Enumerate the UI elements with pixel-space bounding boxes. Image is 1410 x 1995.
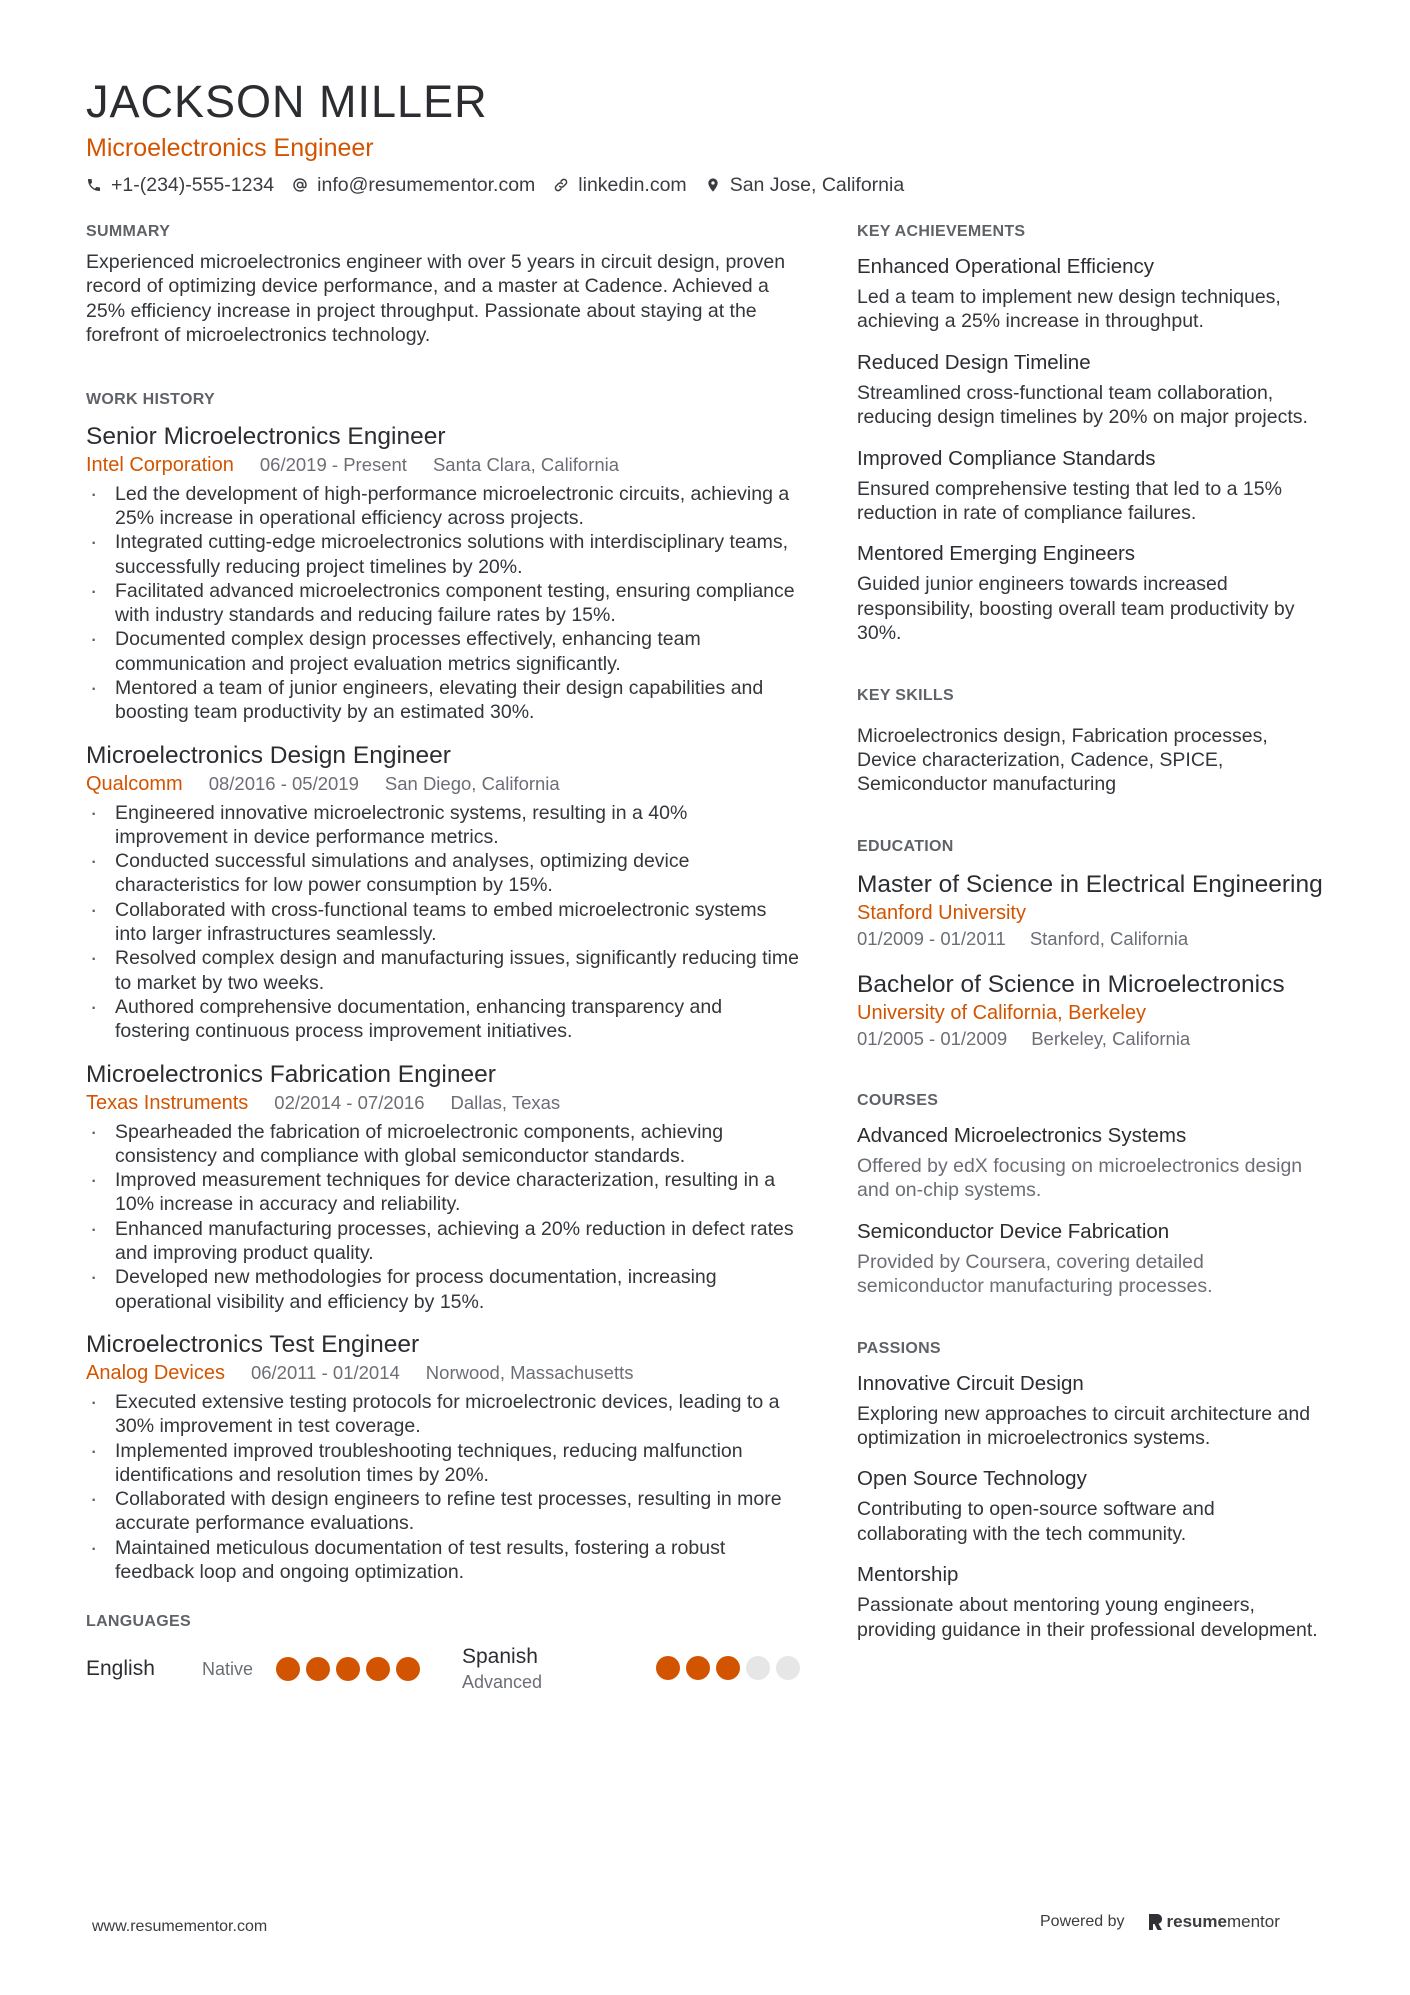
phone-icon xyxy=(86,177,102,193)
language-rating xyxy=(276,1657,420,1681)
contact-location xyxy=(705,170,905,200)
job-bullets xyxy=(86,1390,800,1584)
phone-text: +1-(234)-555-1234 xyxy=(111,174,275,196)
language-text xyxy=(462,1644,542,1694)
passions-heading: PASSIONS xyxy=(857,1339,941,1357)
skills-section xyxy=(857,686,1327,797)
job-company: Texas Instruments xyxy=(86,1091,249,1114)
job-dates: 08/2016 - 05/2019 xyxy=(208,772,359,794)
brand-rest: mentor xyxy=(1226,1912,1280,1931)
job-company: Intel Corporation xyxy=(86,453,234,476)
work-history-section xyxy=(86,390,800,1585)
contact-phone[interactable] xyxy=(86,170,274,200)
bullet-item: · Conducted successful simulations and analyses, optimizing device characteristics for low power consumption by 15%. xyxy=(86,849,800,898)
achievement-title: Enhanced Operational Efficiency xyxy=(857,255,1155,278)
job-location: Norwood, Massachusetts xyxy=(425,1361,634,1383)
bullet-item: · Maintained meticulous documentation of test results, fostering a robust feedback loop and ongoing optimization. xyxy=(86,1536,800,1585)
rating-dot-filled xyxy=(336,1657,360,1681)
bullet-item: · Improved measurement techniques for device characterization, resulting in a 10% increase in accuracy and reliability. xyxy=(86,1168,800,1217)
skills-heading: KEY SKILLS xyxy=(857,686,954,704)
candidate-role: Microelectronics Engineer xyxy=(86,134,374,162)
bullet-item: · Documented complex design processes effectively, enhancing team communication and project evaluation metrics significantly. xyxy=(86,627,800,676)
footer-website[interactable]: www.resumementor.com xyxy=(92,1918,268,1935)
course-item xyxy=(857,1219,1327,1299)
job-dates: 06/2019 - Present xyxy=(259,453,407,475)
email-text: info@resumementor.com xyxy=(317,174,536,196)
language-level: Native xyxy=(202,1659,254,1680)
rating-dot-filled xyxy=(686,1656,710,1680)
achievement-item xyxy=(857,350,1327,430)
languages-section xyxy=(86,1612,800,1694)
education-dates: 01/2005 - 01/2009 xyxy=(857,1027,1008,1049)
achievement-list xyxy=(857,254,1327,646)
education-list xyxy=(857,869,1327,1051)
summary-text: Experienced microelectronics engineer with over 5 years in circuit design, proven record of optimizing device performance, and a master at Cadence. Achieved a 25% efficiency increase in project throughput. Passionate about staying at the forefront of microelectronics technology. xyxy=(86,251,786,347)
course-desc: Provided by Coursera, covering detailed semiconductor manufacturing processes. xyxy=(857,1250,1213,1298)
work-history-heading: WORK HISTORY xyxy=(86,390,215,408)
language-level: Advanced xyxy=(462,1672,543,1693)
language-name: English xyxy=(86,1657,155,1681)
job-bullets xyxy=(86,482,800,725)
rating-dot-filled xyxy=(366,1657,390,1681)
job-title: Microelectronics Test Engineer xyxy=(86,1330,420,1358)
language-rating xyxy=(656,1656,800,1680)
achievement-desc: Led a team to implement new design techniques, achieving a 25% increase in throughput. xyxy=(857,286,1281,333)
achievements-heading: KEY ACHIEVEMENTS xyxy=(857,223,1026,240)
achievements-section xyxy=(857,222,1327,646)
rating-dot-filled xyxy=(656,1656,680,1680)
powered-by-text: Powered by xyxy=(1040,1913,1125,1930)
courses-section xyxy=(857,1091,1327,1299)
school-name: University of California, Berkeley xyxy=(857,1001,1146,1024)
language-spanish xyxy=(462,1644,800,1694)
education-location: Stanford, California xyxy=(1029,927,1189,949)
rating-dot-filled xyxy=(276,1657,300,1681)
contact-email[interactable] xyxy=(292,170,535,200)
passion-item xyxy=(857,1466,1327,1546)
summary-section xyxy=(86,222,800,348)
passion-desc: Contributing to open-source software and collaborating with the tech community. xyxy=(857,1498,1215,1545)
rating-dot-empty xyxy=(746,1656,770,1680)
language-list xyxy=(86,1644,800,1694)
bullet-item: · Collaborated with design engineers to refine test processes, resulting in more accurate performance evaluations. xyxy=(86,1487,800,1536)
bullet-item: · Resolved complex design and manufacturing issues, significantly reducing time to market by two weeks. xyxy=(86,946,800,995)
summary-heading: SUMMARY xyxy=(86,223,171,240)
rating-dot-filled xyxy=(396,1657,420,1681)
passions-section xyxy=(857,1339,1327,1642)
job-meta xyxy=(86,771,800,797)
education-dates: 01/2009 - 01/2011 xyxy=(857,927,1006,949)
bullet-item: · Mentored a team of junior engineers, elevating their design capabilities and boosting team productivity by an estimated 30%. xyxy=(86,676,800,725)
bullet-item: · Developed new methodologies for process documentation, increasing operational visibility and efficiency by 15%. xyxy=(86,1265,800,1314)
bullet-item: · Enhanced manufacturing processes, achieving a 20% reduction in defect rates and improving product quality. xyxy=(86,1217,800,1266)
education-meta xyxy=(857,1027,1327,1051)
education-heading: EDUCATION xyxy=(857,837,954,855)
job-location: Dallas, Texas xyxy=(450,1091,561,1113)
bullet-item: · Led the development of high-performance microelectronic circuits, achieving a 25% increase in operational efficiency across projects. xyxy=(86,482,800,531)
passion-desc: Exploring new approaches to circuit architecture and optimization in microelectronics systems. xyxy=(857,1402,1311,1449)
achievement-desc: Guided junior engineers towards increased responsibility, boosting overall team productivity by 30%. xyxy=(857,573,1295,645)
achievement-title: Improved Compliance Standards xyxy=(857,446,1156,470)
job-dates: 02/2014 - 07/2016 xyxy=(274,1091,425,1113)
achievement-title: Reduced Design Timeline xyxy=(857,350,1091,374)
job-title: Microelectronics Fabrication Engineer xyxy=(86,1060,496,1088)
link-icon xyxy=(553,177,569,193)
brand-bold: resume xyxy=(1166,1912,1227,1931)
course-list xyxy=(857,1123,1327,1299)
rating-dot-filled xyxy=(716,1656,740,1680)
education-item xyxy=(857,969,1327,1051)
education-meta xyxy=(857,927,1327,951)
school-name: Stanford University xyxy=(857,901,1026,924)
passion-desc: Passionate about mentoring young engineers, providing guidance in their professional development. xyxy=(857,1594,1318,1641)
job-list xyxy=(86,422,800,1585)
brand-logo[interactable] xyxy=(1147,1912,1280,1932)
linkedin-text: linkedin.com xyxy=(578,174,687,196)
footer-branding xyxy=(1040,1912,1280,1932)
rating-dot-empty xyxy=(776,1656,800,1680)
bullet-item: · Executed extensive testing protocols for microelectronic devices, leading to a 30% improvement in test coverage. xyxy=(86,1390,800,1439)
bullet-item: · Collaborated with cross-functional teams to embed microelectronic systems into larger infrastructures seamlessly. xyxy=(86,898,800,947)
course-item xyxy=(857,1123,1327,1203)
rating-dot-filled xyxy=(306,1657,330,1681)
achievement-desc: Streamlined cross-functional team collaboration, reducing design timelines by 20% on major projects. xyxy=(857,381,1308,429)
passion-title: Mentorship xyxy=(857,1563,959,1587)
right-column xyxy=(857,222,1327,1658)
passion-item xyxy=(857,1371,1327,1451)
job-entry xyxy=(86,741,800,1044)
passion-item xyxy=(857,1562,1327,1642)
job-title: Senior Microelectronics Engineer xyxy=(86,422,446,450)
job-meta xyxy=(86,1090,800,1116)
left-column xyxy=(86,222,800,1694)
education-section xyxy=(857,837,1327,1051)
achievement-desc: Ensured comprehensive testing that led to a 15% reduction in rate of compliance failures. xyxy=(857,477,1282,525)
course-title: Semiconductor Device Fabrication xyxy=(857,1219,1170,1243)
job-location: Santa Clara, California xyxy=(432,453,620,475)
job-dates: 06/2011 - 01/2014 xyxy=(250,1361,400,1383)
resume-header xyxy=(86,74,1336,200)
resumementor-logo-icon xyxy=(1147,1913,1163,1931)
job-entry xyxy=(86,422,800,725)
at-icon xyxy=(292,177,308,193)
contact-bar xyxy=(86,170,1336,200)
job-meta xyxy=(86,1360,800,1386)
education-item xyxy=(857,869,1327,951)
achievement-title: Mentored Emerging Engineers xyxy=(857,542,1136,566)
languages-heading: LANGUAGES xyxy=(86,1613,191,1631)
language-english xyxy=(86,1656,462,1682)
location-pin-icon xyxy=(705,177,721,193)
language-name: Spanish xyxy=(462,1645,538,1669)
course-title: Advanced Microelectronics Systems xyxy=(857,1123,1187,1147)
education-location: Berkeley, California xyxy=(1031,1027,1191,1049)
job-company: Analog Devices xyxy=(86,1361,225,1384)
skills-text: Microelectronics design, Fabrication processes, Device characterization, Cadence, SPICE, Semiconductor manufacturing xyxy=(857,724,1268,796)
passion-list xyxy=(857,1371,1327,1642)
job-entry xyxy=(86,1060,800,1314)
passion-title: Innovative Circuit Design xyxy=(857,1371,1084,1395)
candidate-name: JACKSON MILLER xyxy=(86,76,488,127)
job-company: Qualcomm xyxy=(86,772,183,795)
job-meta xyxy=(86,452,800,478)
bullet-item: · Spearheaded the fabrication of microelectronic components, achieving consistency and compliance with global semiconductor standards. xyxy=(86,1120,800,1169)
job-bullets xyxy=(86,801,800,1044)
degree-title: Bachelor of Science in Microelectronics xyxy=(857,970,1285,998)
course-desc: Offered by edX focusing on microelectronics design and on-chip systems. xyxy=(857,1154,1303,1202)
bullet-item: · Implemented improved troubleshooting techniques, reducing malfunction identifications and resolution times by 20%. xyxy=(86,1439,800,1488)
job-bullets xyxy=(86,1120,800,1314)
bullet-item: · Facilitated advanced microelectronics component testing, ensuring compliance with industry standards and reducing failure rates by 15%. xyxy=(86,579,800,628)
passion-title: Open Source Technology xyxy=(857,1467,1087,1491)
bullet-item: · Authored comprehensive documentation, enhancing transparency and fostering continuous process improvement initiatives. xyxy=(86,995,800,1044)
achievement-item xyxy=(857,254,1327,334)
degree-title: Master of Science in Electrical Engineering xyxy=(857,870,1323,898)
achievement-item xyxy=(857,541,1327,645)
job-title: Microelectronics Design Engineer xyxy=(86,741,451,769)
job-location: San Diego, California xyxy=(384,772,560,794)
contact-linkedin[interactable] xyxy=(553,170,686,200)
bullet-item: · Integrated cutting-edge microelectronics solutions with interdisciplinary teams, successfully reducing project timelines by 20%. xyxy=(86,530,800,579)
courses-heading: COURSES xyxy=(857,1091,939,1109)
location-text: San Jose, California xyxy=(729,174,905,196)
bullet-item: · Engineered innovative microelectronic systems, resulting in a 40% improvement in device performance metrics. xyxy=(86,801,800,850)
achievement-item xyxy=(857,446,1327,526)
job-entry xyxy=(86,1330,800,1584)
